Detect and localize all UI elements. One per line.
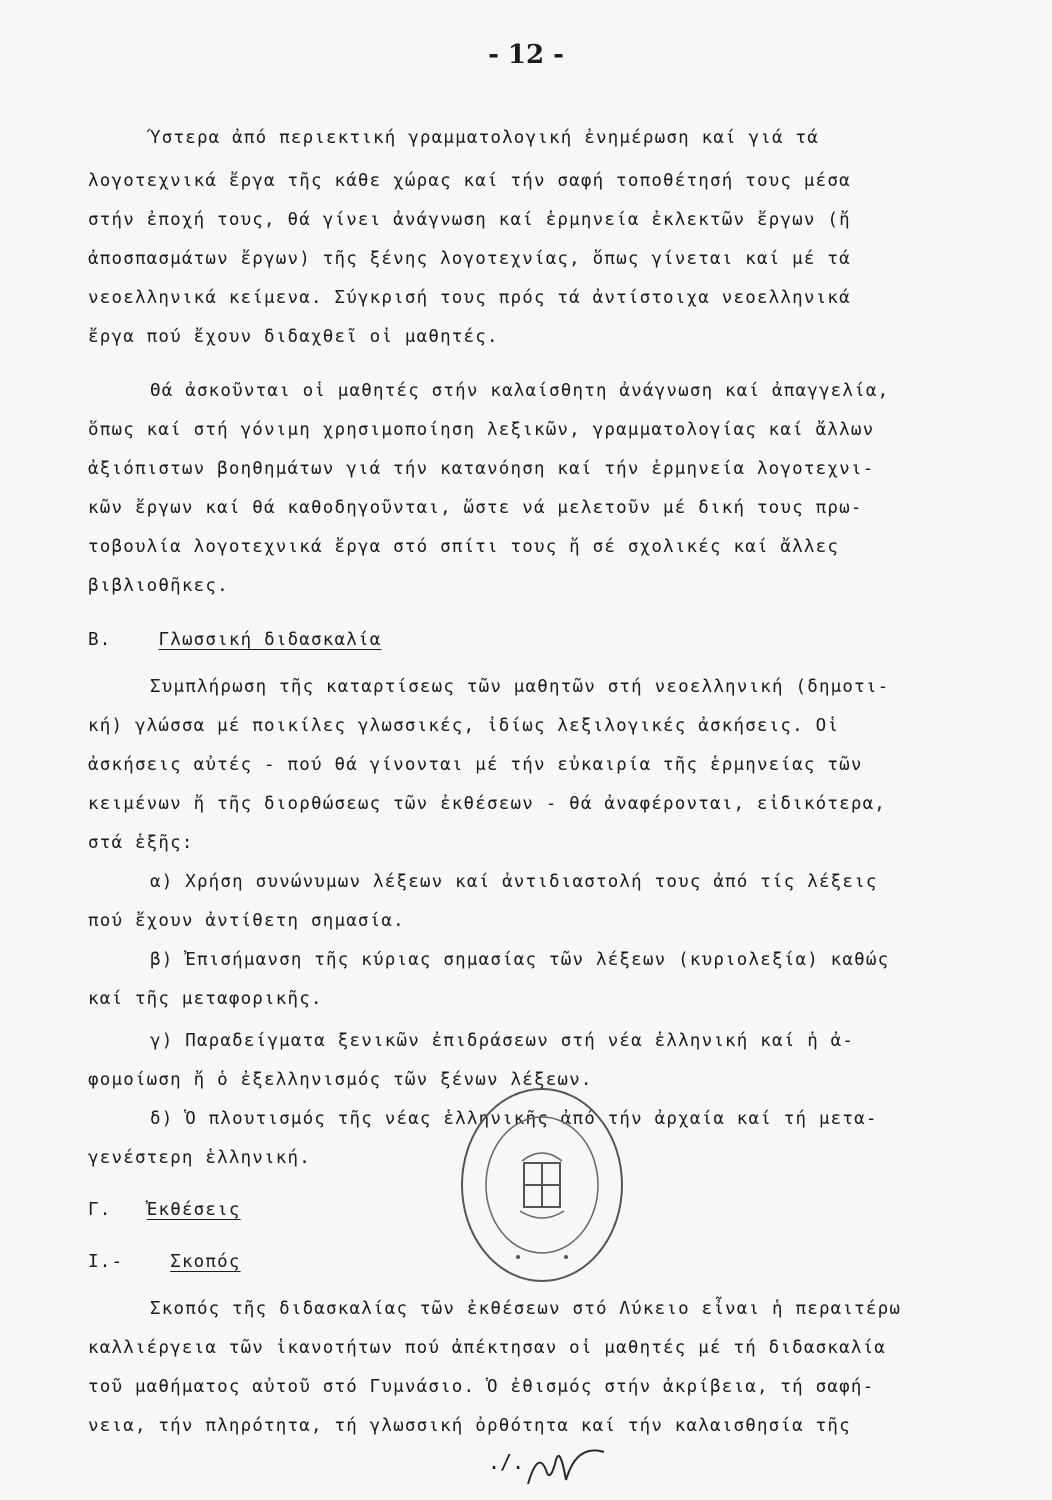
text-line: ἀσκήσεις αὐτές - πού θά γίνονται μέ τήν εὐκαιρία τῆς ἑρμηνείας τῶν (88, 755, 863, 775)
text-line: Συμπλήρωση τῆς καταρτίσεως τῶν μαθητῶν στή νεοελληνική (δημοτι- (150, 677, 890, 697)
section-letter: Β. (88, 630, 112, 650)
text-line: Σκοπός τῆς διδασκαλίας τῶν ἐκθέσεων στό Λύκειο εἶναι ἡ περαιτέρω (150, 1299, 902, 1319)
text-line: κῶν ἔργων καί θά καθοδηγοῦνται, ὥστε νά μελετοῦν μέ δική τους πρω- (88, 498, 863, 518)
text-line: ἔργα πού ἔχουν διδαχθεῖ οἱ μαθητές. (88, 327, 499, 347)
text-line: Ύστερα ἀπό περιεκτική γραμματολογική ἐνημέρωση καί γιά τά (150, 128, 819, 148)
section-title: Σκοπός (170, 1252, 241, 1272)
handwritten-signature (520, 1440, 610, 1490)
text-line: λογοτεχνικά ἔργα τῆς κάθε χώρας καί τήν σαφή τοποθέτησή τους μέσα (88, 171, 851, 191)
list-item-b: β) Ἐπισήμανση τῆς κύριας σημασίας τῶν λέξεων (κυριολεξία) καθώς (150, 950, 890, 970)
list-item-a: α) Χρήση συνώνυμων λέξεων καί ἀντιδιαστολή τους ἀπό τίς λέξεις (150, 872, 878, 892)
text-line: ἀξιόπιστων βοηθημάτων γιά τήν κατανόηση καί τήν ἑρμηνεία λογοτεχνι- (88, 459, 875, 479)
text-line: στήν ἐποχή τους, θά γίνει ἀνάγνωση καί ἑρμηνεία ἐκλεκτῶν ἔργων (ἤ (88, 210, 851, 230)
text-line: πού ἔχουν ἀντίθετη σημασία. (88, 911, 405, 931)
text-line: κειμένων ἤ τῆς διορθώσεως τῶν ἐκθέσεων - θά ἀναφέρονται, εἰδικότερα, (88, 794, 887, 814)
section-letter: Ι.- (88, 1252, 124, 1272)
text-line: βιβλιοθῆκες. (88, 576, 229, 596)
text-line: φομοίωση ἤ ὁ ἐξελληνισμός τῶν ξένων λέξεων. (88, 1070, 593, 1090)
text-line: καλλιέργεια τῶν ἱκανοτήτων πού ἀπέκτησαν οἱ μαθητές μέ τή διδασκαλία (88, 1338, 887, 1358)
official-seal-stamp (458, 1085, 626, 1285)
section-i-heading (88, 1252, 241, 1272)
text-line: καί τῆς μεταφορικῆς. (88, 989, 323, 1009)
text-line: τοβουλία λογοτεχνικά ἔργα στό σπίτι τους ἤ σέ σχολικές καί ἄλλες (88, 537, 840, 557)
section-letter: Γ. (88, 1200, 112, 1220)
text-line: νεια, τήν πληρότητα, τή γλωσσική ὀρθότητα καί τήν καλαισθησία τῆς (88, 1416, 851, 1436)
list-item-d: δ) Ὁ πλουτισμός τῆς νέας ἑλληνικῆς ἀπό τήν ἀρχαία καί τή μετα- (150, 1109, 878, 1129)
text-line: Θά ἀσκοῦνται οἱ μαθητές στήν καλαίσθητη ἀνάγνωση καί ἀπαγγελία, (150, 381, 890, 401)
text-line: ὅπως καί στή γόνιμη χρησιμοποίηση λεξικῶν, γραμματολογίας καί ἄλλων (88, 420, 875, 440)
section-title: Ἐκθέσεις (146, 1200, 241, 1220)
text-line: κή) γλώσσα μέ ποικίλες γλωσσικές, ἰδίως λεξιλογικές ἀσκήσεις. Οἱ (88, 716, 840, 736)
continuation-mark: ./. (488, 1450, 525, 1474)
list-item-g: γ) Παραδείγματα ξενικῶν ἐπιδράσεων στή νέα ἑλληνική καί ἡ ἀ- (150, 1031, 855, 1051)
section-b-heading (88, 630, 381, 650)
section-g-heading (88, 1200, 241, 1220)
text-line: στά ἑξῆς: (88, 833, 194, 853)
text-line: γενέστερη ἑλληνική. (88, 1148, 311, 1168)
text-line: νεοελληνικά κείμενα. Σύγκρισή τους πρός τά ἀντίστοιχα νεοελληνικά (88, 288, 851, 308)
text-line: τοῦ μαθήματος αὐτοῦ στό Γυμνάσιο. Ὁ ἐθισμός στήν ἀκρίβεια, τή σαφή- (88, 1377, 875, 1397)
page-number: - 12 - (488, 40, 564, 70)
section-title: Γλωσσική διδασκαλία (158, 630, 382, 650)
text-line: ἀποσπασμάτων ἔργων) τῆς ξένης λογοτεχνίας, ὅπως γίνεται καί μέ τά (88, 249, 851, 269)
